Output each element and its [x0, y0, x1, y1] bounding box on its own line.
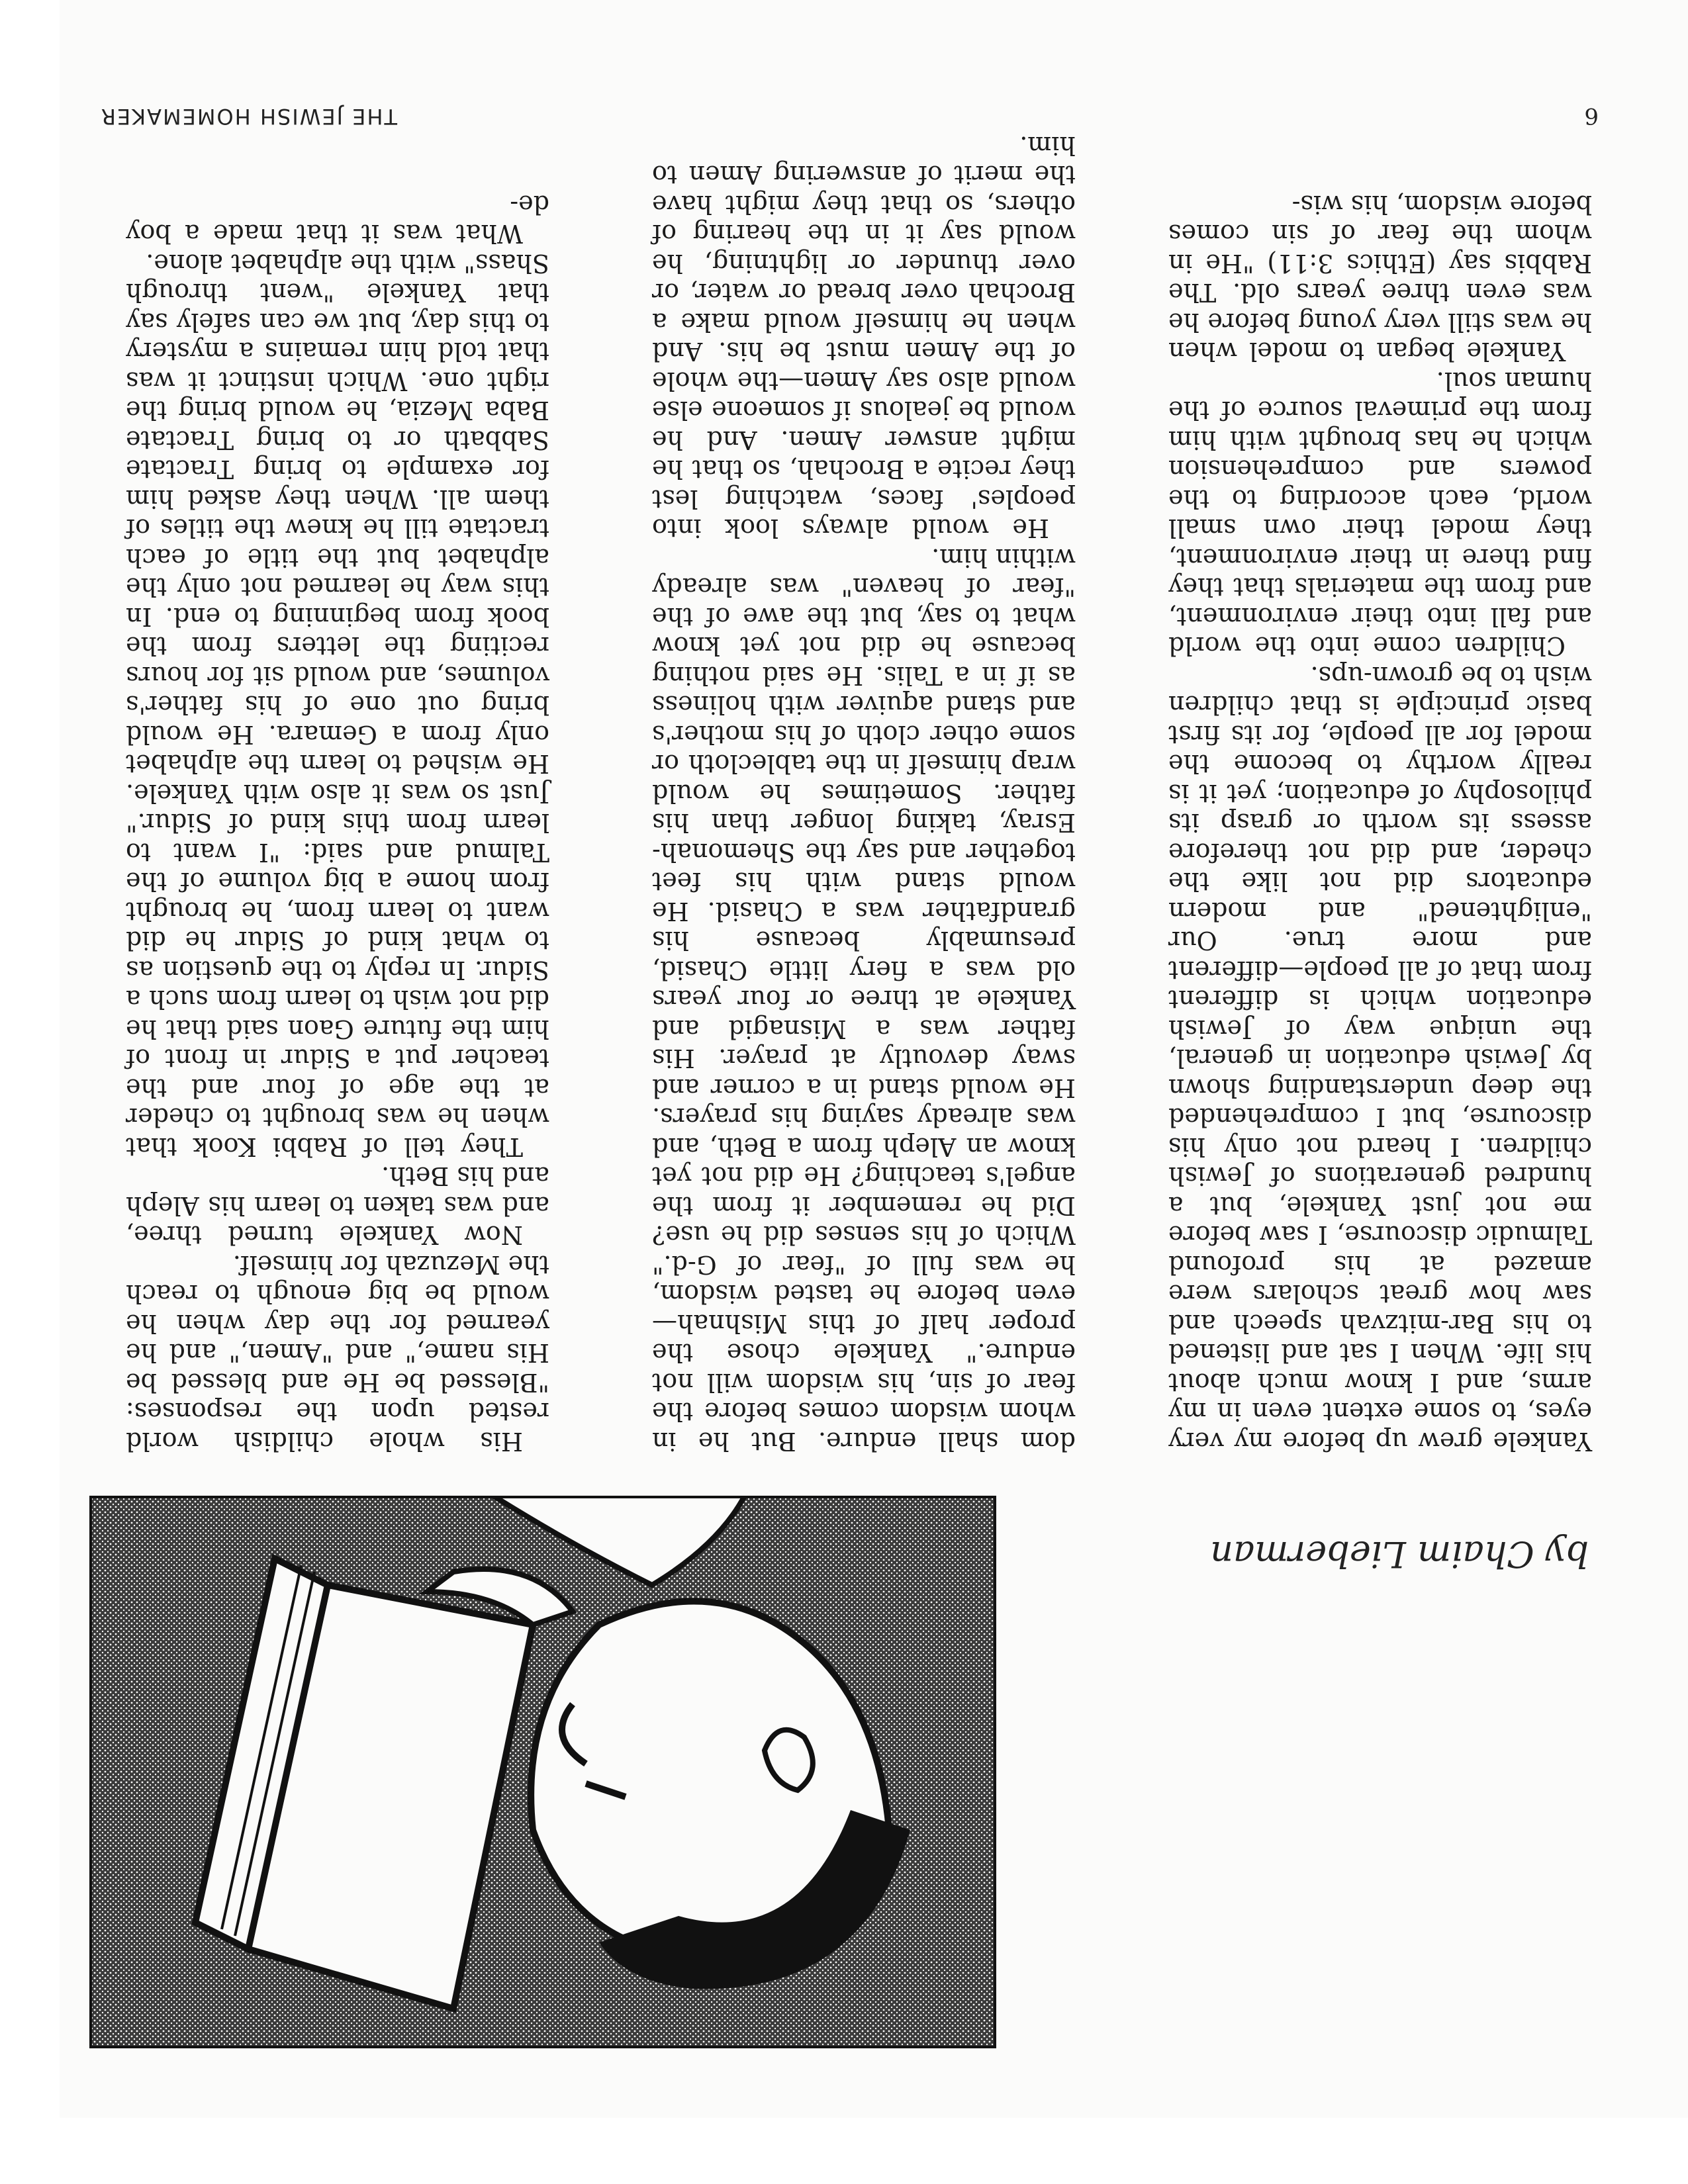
paragraph: He would always look into peoples' faces, watching lest they recite a Brochah, so that he might answer Amen. And he would be jealous if someone else would also say Amen—the whole of the Amen must be his. And when he himself would make a Brochah over bread or water, or over thunder or lightning, he would say it in the hearing of others, so that they might have the merit of answering Amen to him.	[652, 131, 1076, 543]
paragraph: They tell of Rabbi Kook that when he was brought to cheder at the age of four and the teacher put a Sidur in front of him the future Gaon said that he did not wish to learn from such a Sidur. In reply to the question as to what kind of Sidur he did want to learn from, he brought from home a big volume of the Talmud and said: "I want to learn from this kind of Sidur." Just so was it also with Yankele. He wished to learn the alphabet only from a Gemara. He would bring out one of his father's volumes, and would sit for hours reciting the letters from the book from beginning to end. In this way he learned not only the alphabet but the title of each tractate till he knew the titles of them all. When they asked him for example to bring Tractate Sabbath or to bring Tractate Baba Mezia, he would bring the right one. Which instinct it was that told him remains a mystery to this day, but we can safely say that Yankele "went through Shass" with the alphabet alone.	[126, 249, 549, 1161]
paragraph: Children come into the world and fall into their environment, and from the materials that they find there in their environment, they model their own small world, each according to the powers and comprehension which he has brought with him from the primeval source of the human soul.	[1168, 367, 1592, 661]
scan-margin-top	[0, 2118, 1688, 2184]
paragraph: What was it that made a boy de-	[126, 190, 549, 249]
paragraph: Yankele began to model when he was still very young before he was even three years old. The Rabbis say (Ethics 3:11) "He in whom the fear of sin comes before wisdom, his wis-	[1168, 190, 1592, 367]
scan-margin-right	[0, 0, 60, 2184]
article-column-2	[652, 131, 1076, 1456]
illustration-boy-reading	[89, 1496, 996, 2048]
paragraph: Yankele grew up before my very eyes, to some extent even in my arms, and I know much about his life. When I sat and listened to his Bar-mitzvah speech and saw how great scholars were amazed at his profound Talmudic discourse, I saw before me not just Yankele, but a hundred generations of Jewish children. I heard not only his discourse, but I comprehended the deep understanding shown by Jewish education in general, the unique way of Jewish education which is different from that of all people—different and more true. Our "enlightened" and modern educators did not like the cheder, and did not therefore assess its worth or grasp its philosophy of education; yet it is really worthy to become the model for all people, for its first basic principle is that children wish to be grown-ups.	[1168, 661, 1592, 1456]
paragraph: His whole childish world rested upon the responses: "Blessed be He and blessed be His name," and "Amen," and he yearned for the day when he would be big enough to reach the Mezuzah for himself.	[126, 1250, 549, 1456]
paragraph: Now Yankele turned three, and was taken to learn his Aleph and his Beth.	[126, 1161, 549, 1250]
publication-title: THE JEWISH HOMEMAKER	[99, 104, 397, 129]
paragraph: dom shall endure. But he in whom wisdom comes before the fear of sin, his wisdom will not endure." Yankele chose the proper half of this Mishnah—even before he tasted wisdom, he was full of "fear of G-d." Which of his senses did he use? Did he remember it from the angel's teaching? He did not yet know an Aleph from a Beth, and was already saying his prayers. He would stand in a corner and sway devoutly at prayer. His father was a Misnagid and Yankele at three or four years old was a fiery little Chasid, presumably because his grandfather was a Chasid. He would stand with his feet together and say the Shemonah-Esray, taking longer than his father. Sometimes he would wrap himself in the tablecloth or some other cloth of his mother's and stand aquiver with holiness as if in a Talis. He said nothing because he did not yet know what to say, but the awe of the "fear of heaven" was already within him.	[652, 543, 1076, 1456]
article-column-3	[126, 132, 549, 1456]
article-byline: by Chaim Lieberman	[1210, 1533, 1589, 1575]
article-column-1	[1168, 159, 1592, 1456]
page-number: 6	[1584, 103, 1599, 129]
